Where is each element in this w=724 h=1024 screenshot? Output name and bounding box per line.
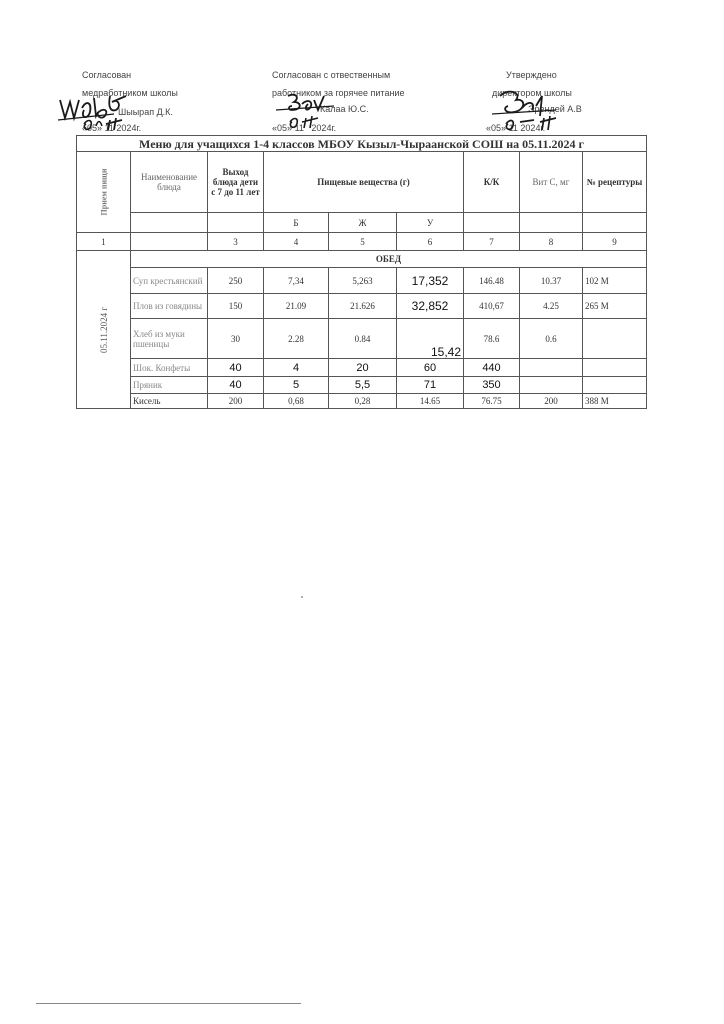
- dish-vitc: 0.6: [520, 319, 583, 359]
- header-portion: Выход блюда дети с 7 до 11 лет: [208, 152, 264, 213]
- column-number: 4: [264, 233, 329, 251]
- dish-kcal: 78.6: [464, 319, 520, 359]
- column-number-row: [77, 233, 647, 251]
- dish-name: Плов из говядины: [131, 294, 208, 319]
- dish-name: Хлеб из муки пшеницы: [131, 319, 208, 359]
- scan-speck: [301, 596, 303, 598]
- column-number: 7: [464, 233, 520, 251]
- dish-name: Кисель: [131, 394, 208, 409]
- dish-kcal: 440: [464, 359, 520, 377]
- approval-line1: Утверждено: [506, 70, 557, 80]
- approval-line2: медработником школы: [82, 88, 178, 98]
- dish-recipe: [583, 319, 647, 359]
- scan-edge-line: [36, 1003, 301, 1004]
- dish-carbs: 32,852: [397, 294, 464, 319]
- column-number: [131, 233, 208, 251]
- dish-portion: 30: [208, 319, 264, 359]
- dish-portion: 40: [208, 377, 264, 394]
- table-row: [77, 359, 647, 377]
- header-nutrients: Пищевые вещества (г): [264, 152, 464, 213]
- signature-director: [492, 86, 576, 132]
- dish-fat: 20: [329, 359, 397, 377]
- column-number: 5: [329, 233, 397, 251]
- dish-portion: 200: [208, 394, 264, 409]
- dish-protein: 4: [264, 359, 329, 377]
- header-kcal: К/К: [464, 152, 520, 213]
- signature-responsible: [274, 88, 354, 130]
- dish-fat: 21.626: [329, 294, 397, 319]
- approval-line2: директором школы: [492, 88, 572, 98]
- dish-vitc: 200: [520, 394, 583, 409]
- signature-medic: [56, 90, 136, 132]
- dish-carbs: 15,42: [397, 319, 464, 359]
- dish-protein: 21.09: [264, 294, 329, 319]
- approval-name: Эрендей А.В: [528, 104, 582, 114]
- dish-vitc: 4.25: [520, 294, 583, 319]
- subheader-b: Б: [264, 213, 329, 233]
- dish-portion: 250: [208, 268, 264, 294]
- dish-recipe: 388 М: [583, 394, 647, 409]
- column-number: 1: [77, 233, 131, 251]
- dish-carbs: 60: [397, 359, 464, 377]
- approval-name: Шыырап Д.К.: [118, 107, 173, 117]
- dish-carbs: 14.65: [397, 394, 464, 409]
- approval-line2: работником за горячее питание: [272, 88, 405, 98]
- dish-vitc: [520, 359, 583, 377]
- dish-fat: 5,5: [329, 377, 397, 394]
- header-vitc: Вит С, мг: [520, 152, 583, 213]
- dish-protein: 5: [264, 377, 329, 394]
- column-number: 9: [583, 233, 647, 251]
- dish-kcal: 350: [464, 377, 520, 394]
- dish-recipe: 265 М: [583, 294, 647, 319]
- dish-kcal: 410,67: [464, 294, 520, 319]
- dish-name: Суп крестьянский: [131, 268, 208, 294]
- dish-portion: 40: [208, 359, 264, 377]
- dish-protein: 2.28: [264, 319, 329, 359]
- dish-vitc: 10.37: [520, 268, 583, 294]
- table-row: [77, 268, 647, 294]
- dish-fat: 0,28: [329, 394, 397, 409]
- column-number: 8: [520, 233, 583, 251]
- subheader-u: У: [397, 213, 464, 233]
- menu-table: [76, 135, 647, 409]
- dish-carbs: 71: [397, 377, 464, 394]
- approval-name: Калаа Ю.С.: [320, 104, 369, 114]
- meal-date: 05.11.2024 г: [77, 251, 131, 409]
- dish-recipe: [583, 359, 647, 377]
- section-obed: ОБЕД: [131, 251, 647, 268]
- approval-date: «05» 11 2024г.: [486, 123, 546, 133]
- approval-date: «05» 11 2024г.: [272, 123, 337, 133]
- dish-recipe: 102 М: [583, 268, 647, 294]
- dish-portion: 150: [208, 294, 264, 319]
- dish-recipe: [583, 377, 647, 394]
- header-dish-name: Наименование блюда: [131, 152, 208, 213]
- table-title: Меню для учащихся 1-4 классов МБОУ Кызыл-Чыраанской СОШ на 05.11.2024 г: [77, 136, 647, 152]
- approval-line1: Согласован с отвественным: [272, 70, 391, 80]
- header-meal: Прием пищи: [77, 152, 131, 233]
- dish-protein: 7,34: [264, 268, 329, 294]
- dish-protein: 0,68: [264, 394, 329, 409]
- dish-vitc: [520, 377, 583, 394]
- dish-name: Шок. Конфеты: [131, 359, 208, 377]
- dish-name: Пряник: [131, 377, 208, 394]
- table-row: [77, 377, 647, 394]
- dish-kcal: 76.75: [464, 394, 520, 409]
- dish-fat: 0.84: [329, 319, 397, 359]
- table-row: [77, 294, 647, 319]
- column-number: 6: [397, 233, 464, 251]
- table-row: [77, 319, 647, 359]
- dish-kcal: 146.48: [464, 268, 520, 294]
- column-number: 3: [208, 233, 264, 251]
- approval-line1: Согласован: [82, 70, 132, 80]
- header-recipe: № рецептуры: [583, 152, 647, 213]
- subheader-zh: Ж: [329, 213, 397, 233]
- table-row: [77, 394, 647, 409]
- dish-fat: 5,263: [329, 268, 397, 294]
- dish-carbs: 17,352: [397, 268, 464, 294]
- approval-date: «05» 11 2024г.: [82, 123, 142, 133]
